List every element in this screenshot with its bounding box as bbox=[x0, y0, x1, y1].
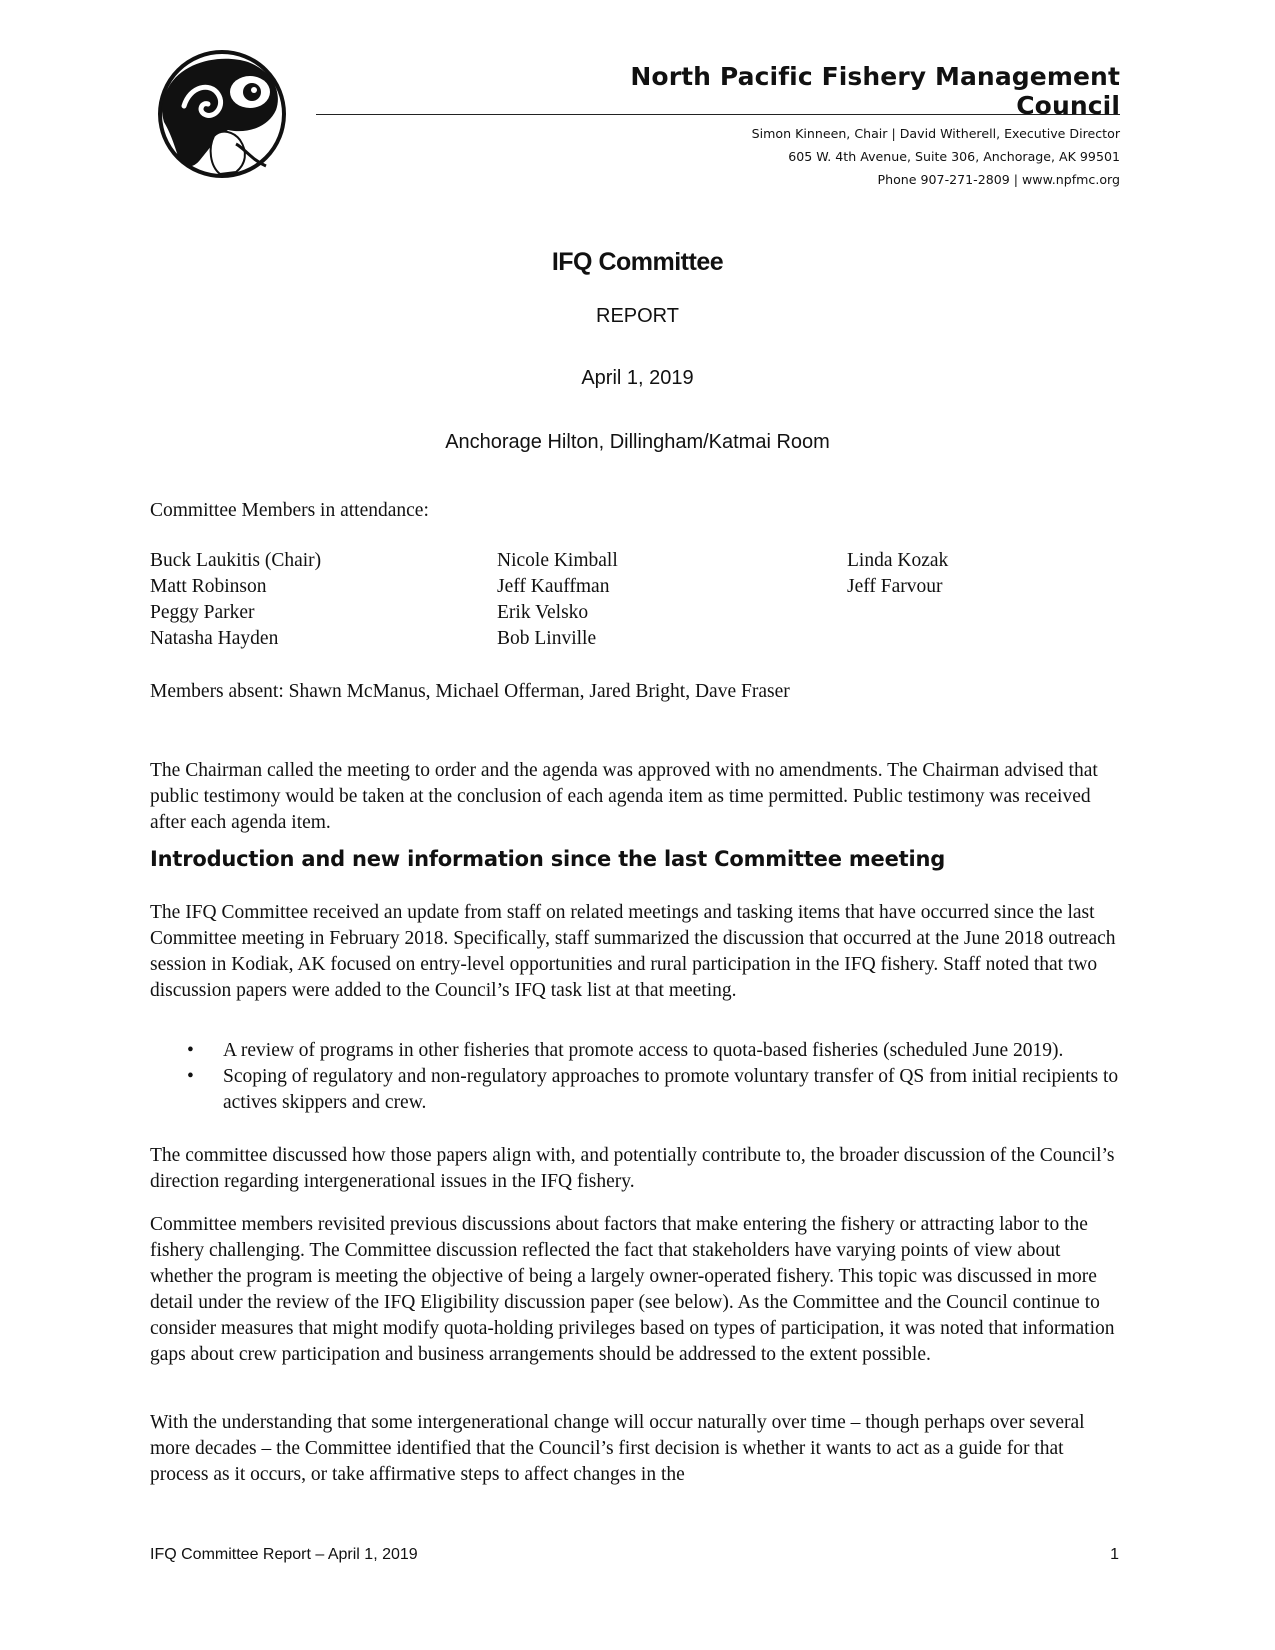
members-column-3 bbox=[847, 548, 948, 600]
paragraph-revisited-discussions: Committee members revisited previous discussions about factors that make entering the fishery or attracting labor to the fishery challenging. The Committee discussion reflected the fact that stakeholders have varying points of view about whether the program is meeting the objective of being a largely owner-operated fishery. This topic was discussed in more detail under the review of the IFQ Eligibility discussion paper (see below). As the Committee and the Council continue to consider measures that might modify quota-holding privileges based on types of participation, it was noted that information gaps about crew participation and business arrangements should be addressed to the extent possible. bbox=[150, 1214, 1115, 1365]
list-item-text: A review of programs in other fisheries that promote access to quota-based fisheries (scheduled June 2019). bbox=[223, 1040, 1064, 1061]
list-item-text: Scoping of regulatory and non-regulatory approaches to promote voluntary transfer of QS from initial recipients to actives skippers and crew. bbox=[223, 1066, 1119, 1113]
member-name: Buck Laukitis (Chair) bbox=[150, 550, 322, 571]
list-item bbox=[150, 1064, 1125, 1116]
member-name: Erik Velsko bbox=[497, 602, 589, 623]
council-logo bbox=[148, 48, 296, 178]
list-item bbox=[150, 1038, 1125, 1064]
organization-name: North Pacific Fishery Management Council bbox=[630, 62, 1120, 120]
member-name: Matt Robinson bbox=[150, 576, 267, 597]
footer-title: IFQ Committee Report – April 1, 2019 bbox=[150, 1546, 418, 1563]
paragraph-update: The IFQ Committee received an update from staff on related meetings and tasking items that have occurred since the last Committee meeting in February 2018. Specifically, staff summarized the discussion that occurred at the June 2018 outreach session in Kodiak, AK focused on entry-level opportunities and rural participation in the IFQ fishery. Staff noted that two discussion papers were added to the Council’s IFQ task list at that meeting. bbox=[150, 902, 1116, 1001]
member-name: Jeff Farvour bbox=[847, 576, 943, 597]
fish-and-alaska-seal-icon bbox=[148, 48, 296, 178]
members-column-2 bbox=[497, 548, 618, 652]
paragraph-opening: The Chairman called the meeting to order and the agenda was approved with no amendments. The Chairman advised that public testimony would be taken at the conclusion of each agenda item as time permitted. Public testimony was received after each agenda item. bbox=[150, 760, 1098, 833]
document-date: April 1, 2019 bbox=[581, 367, 694, 389]
bullet-icon: • bbox=[187, 1066, 194, 1087]
contact-address: 605 W. 4th Avenue, Suite 306, Anchorage, AK 99501 bbox=[788, 149, 1120, 164]
member-name: Bob Linville bbox=[497, 628, 597, 649]
member-name: Nicole Kimball bbox=[497, 550, 618, 571]
member-name: Natasha Hayden bbox=[150, 628, 279, 649]
header-divider bbox=[316, 114, 1120, 115]
bullet-icon: • bbox=[187, 1040, 194, 1061]
discussion-papers-list bbox=[150, 1038, 1125, 1116]
page-number: 1 bbox=[1110, 1546, 1119, 1563]
contact-phone-web: Phone 907-271-2809 | www.npfmc.org bbox=[877, 172, 1120, 187]
attendance-label: Committee Members in attendance: bbox=[150, 500, 429, 521]
member-name: Peggy Parker bbox=[150, 602, 255, 623]
members-absent: Members absent: Shawn McManus, Michael Offerman, Jared Bright, Dave Fraser bbox=[150, 681, 790, 702]
paragraph-committee-discussion: The committee discussed how those papers align with, and potentially contribute to, the broader discussion of the Council’s direction regarding intergenerational issues in the IFQ fishery. bbox=[150, 1145, 1115, 1192]
member-name: Jeff Kauffman bbox=[497, 576, 610, 597]
document-type: REPORT bbox=[596, 305, 679, 327]
paragraph-intergenerational: With the understanding that some intergenerational change will occur naturally over time – though perhaps over several more decades – the Committee identified that the Council’s first decision is whether it wants to act as a guide for that process as it occurs, or take affirmative steps to affect changes in the bbox=[150, 1412, 1085, 1485]
contact-leadership: Simon Kinneen, Chair | David Witherell, Executive Director bbox=[751, 126, 1120, 141]
members-column-1 bbox=[150, 548, 321, 652]
document-title: IFQ Committee bbox=[551, 248, 724, 276]
section-heading: Introduction and new information since the last Committee meeting bbox=[150, 847, 946, 871]
member-name: Linda Kozak bbox=[847, 550, 949, 571]
meeting-location: Anchorage Hilton, Dillingham/Katmai Room bbox=[445, 431, 830, 453]
